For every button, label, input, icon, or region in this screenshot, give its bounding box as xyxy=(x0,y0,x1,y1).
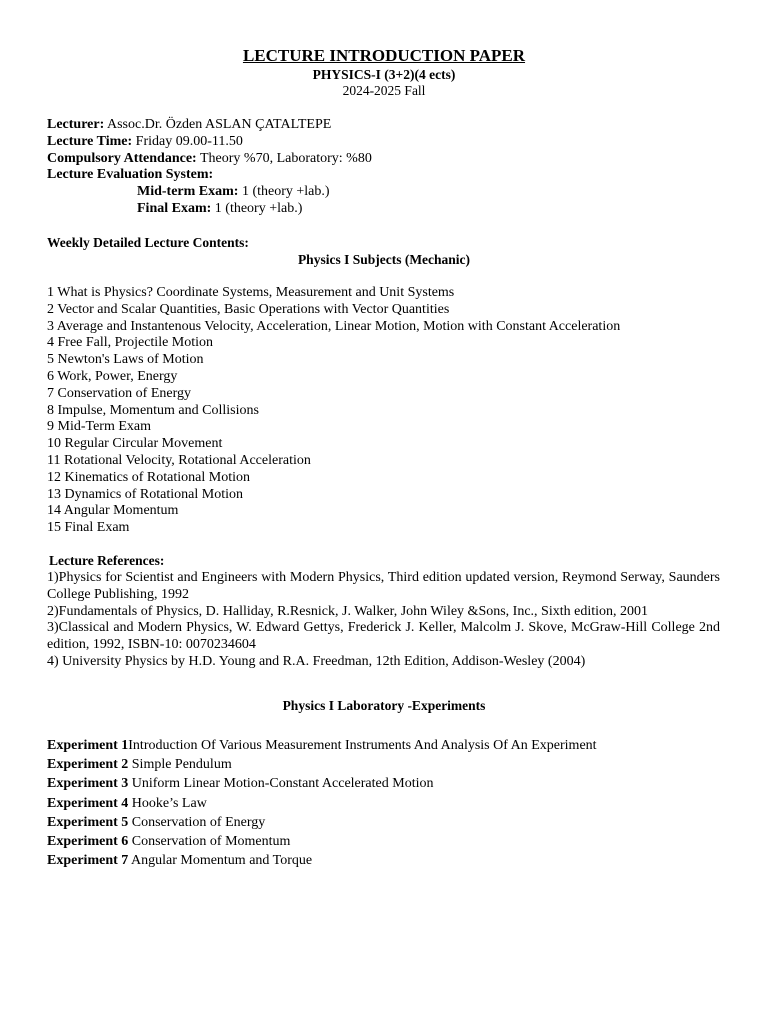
lab-heading: Physics I Laboratory -Experiments xyxy=(282,698,486,713)
experiment-text: Uniform Linear Motion-Constant Accelerated Motion xyxy=(128,776,434,792)
reference-item: 2)Fundamentals of Physics, D. Halliday, R.Resnick, J. Walker, John Wiley &Sons, Inc., Sixth edition, 2001 xyxy=(47,603,649,619)
attendance-label: Compulsory Attendance: xyxy=(47,150,197,166)
lecturer-line xyxy=(47,117,727,134)
experiment-text: Hooke’s Law xyxy=(128,795,207,811)
experiment-label: Experiment 7 xyxy=(47,853,129,869)
experiment-text: Angular Momentum and Torque xyxy=(128,853,313,869)
list-item: 3 Average and Instantenous Velocity, Acceleration, Linear Motion, Motion with Constant Acceleration xyxy=(47,318,621,334)
weekly-contents-heading: Weekly Detailed Lecture Contents: xyxy=(47,235,249,250)
experiment-item xyxy=(47,852,737,871)
experiment-text: Introduction Of Various Measurement Instruments And Analysis Of An Experiment xyxy=(128,738,597,753)
experiment-label: Experiment 1 xyxy=(47,738,129,753)
lecture-time-line xyxy=(47,134,727,151)
list-item: 12 Kinematics of Rotational Motion xyxy=(47,469,250,485)
reference-item: 1)Physics for Scientist and Engineers with Modern Physics, Third edition updated version, Reymond Serway, Saunders College Publishing, 1992 xyxy=(47,570,720,602)
midterm-label: Mid-term Exam: xyxy=(137,184,239,200)
academic-term: 2024-2025 Fall xyxy=(342,83,426,98)
final-value: 1 (theory +lab.) xyxy=(211,200,303,216)
list-item: 14 Angular Momentum xyxy=(47,503,179,519)
list-item: 1 What is Physics? Coordinate Systems, Measurement and Unit Systems xyxy=(47,285,455,300)
attendance-value: Theory %70, Laboratory: %80 xyxy=(196,150,372,166)
course-info xyxy=(47,117,727,218)
evaluation-line xyxy=(47,167,727,184)
weekly-topics-list xyxy=(47,285,737,537)
final-line xyxy=(47,201,727,218)
lecturer-value: Assoc.Dr. Özden ASLAN ÇATALTEPE xyxy=(104,117,332,132)
list-item: 15 Final Exam xyxy=(47,520,130,536)
subjects-heading: Physics I Subjects (Mechanic) xyxy=(297,252,471,267)
list-item: 10 Regular Circular Movement xyxy=(47,436,223,452)
reference-item: 3)Classical and Modern Physics, W. Edward Gettys, Frederick J. Keller, Malcolm J. Skove, McGraw-Hill College 2nd edition, 1992, ISBN-10: 0070234604 xyxy=(47,620,720,653)
list-item: 9 Mid-Term Exam xyxy=(47,419,151,435)
references-heading: Lecture References: xyxy=(49,553,165,568)
experiment-item xyxy=(47,756,737,775)
experiment-item xyxy=(47,795,737,814)
references-list xyxy=(47,570,720,671)
experiment-text: Conservation of Energy xyxy=(128,814,266,830)
experiment-label: Experiment 6 xyxy=(47,833,129,849)
attendance-line xyxy=(47,151,727,168)
list-item: 8 Impulse, Momentum and Collisions xyxy=(47,402,259,418)
experiment-text: Conservation of Momentum xyxy=(128,833,291,849)
lecture-time-label: Lecture Time: xyxy=(47,133,133,149)
lecture-time-value: Friday 09.00-11.50 xyxy=(132,133,243,149)
experiment-item xyxy=(47,814,737,833)
document-title: LECTURE INTRODUCTION PAPER xyxy=(242,46,526,65)
midterm-line xyxy=(47,184,727,201)
experiment-label: Experiment 3 xyxy=(47,776,129,792)
list-item: 11 Rotational Velocity, Rotational Acceleration xyxy=(47,452,311,468)
experiment-label: Experiment 5 xyxy=(47,814,129,830)
midterm-value: 1 (theory +lab.) xyxy=(238,184,330,200)
experiment-item xyxy=(47,737,737,756)
experiment-label: Experiment 4 xyxy=(47,795,129,811)
evaluation-label: Lecture Evaluation System: xyxy=(47,167,214,183)
lecturer-label: Lecturer: xyxy=(47,117,105,132)
list-item: 4 Free Fall, Projectile Motion xyxy=(47,335,214,351)
final-label: Final Exam: xyxy=(137,200,212,216)
list-item: 5 Newton's Laws of Motion xyxy=(47,352,204,368)
experiment-item xyxy=(47,833,737,852)
course-code: PHYSICS-I (3+2)(4 ects) xyxy=(312,67,456,82)
experiment-label: Experiment 2 xyxy=(47,757,129,773)
experiment-text: Simple Pendulum xyxy=(128,757,232,773)
list-item: 7 Conservation of Energy xyxy=(47,385,191,401)
experiment-item xyxy=(47,775,737,794)
experiments-list xyxy=(47,737,737,871)
list-item: 2 Vector and Scalar Quantities, Basic Operations with Vector Quantities xyxy=(47,301,450,317)
list-item: 6 Work, Power, Energy xyxy=(47,368,178,384)
list-item: 13 Dynamics of Rotational Motion xyxy=(47,486,243,502)
reference-item: 4) University Physics by H.D. Young and R.A. Freedman, 12th Edition, Addison-Wesley (2004) xyxy=(47,653,586,669)
